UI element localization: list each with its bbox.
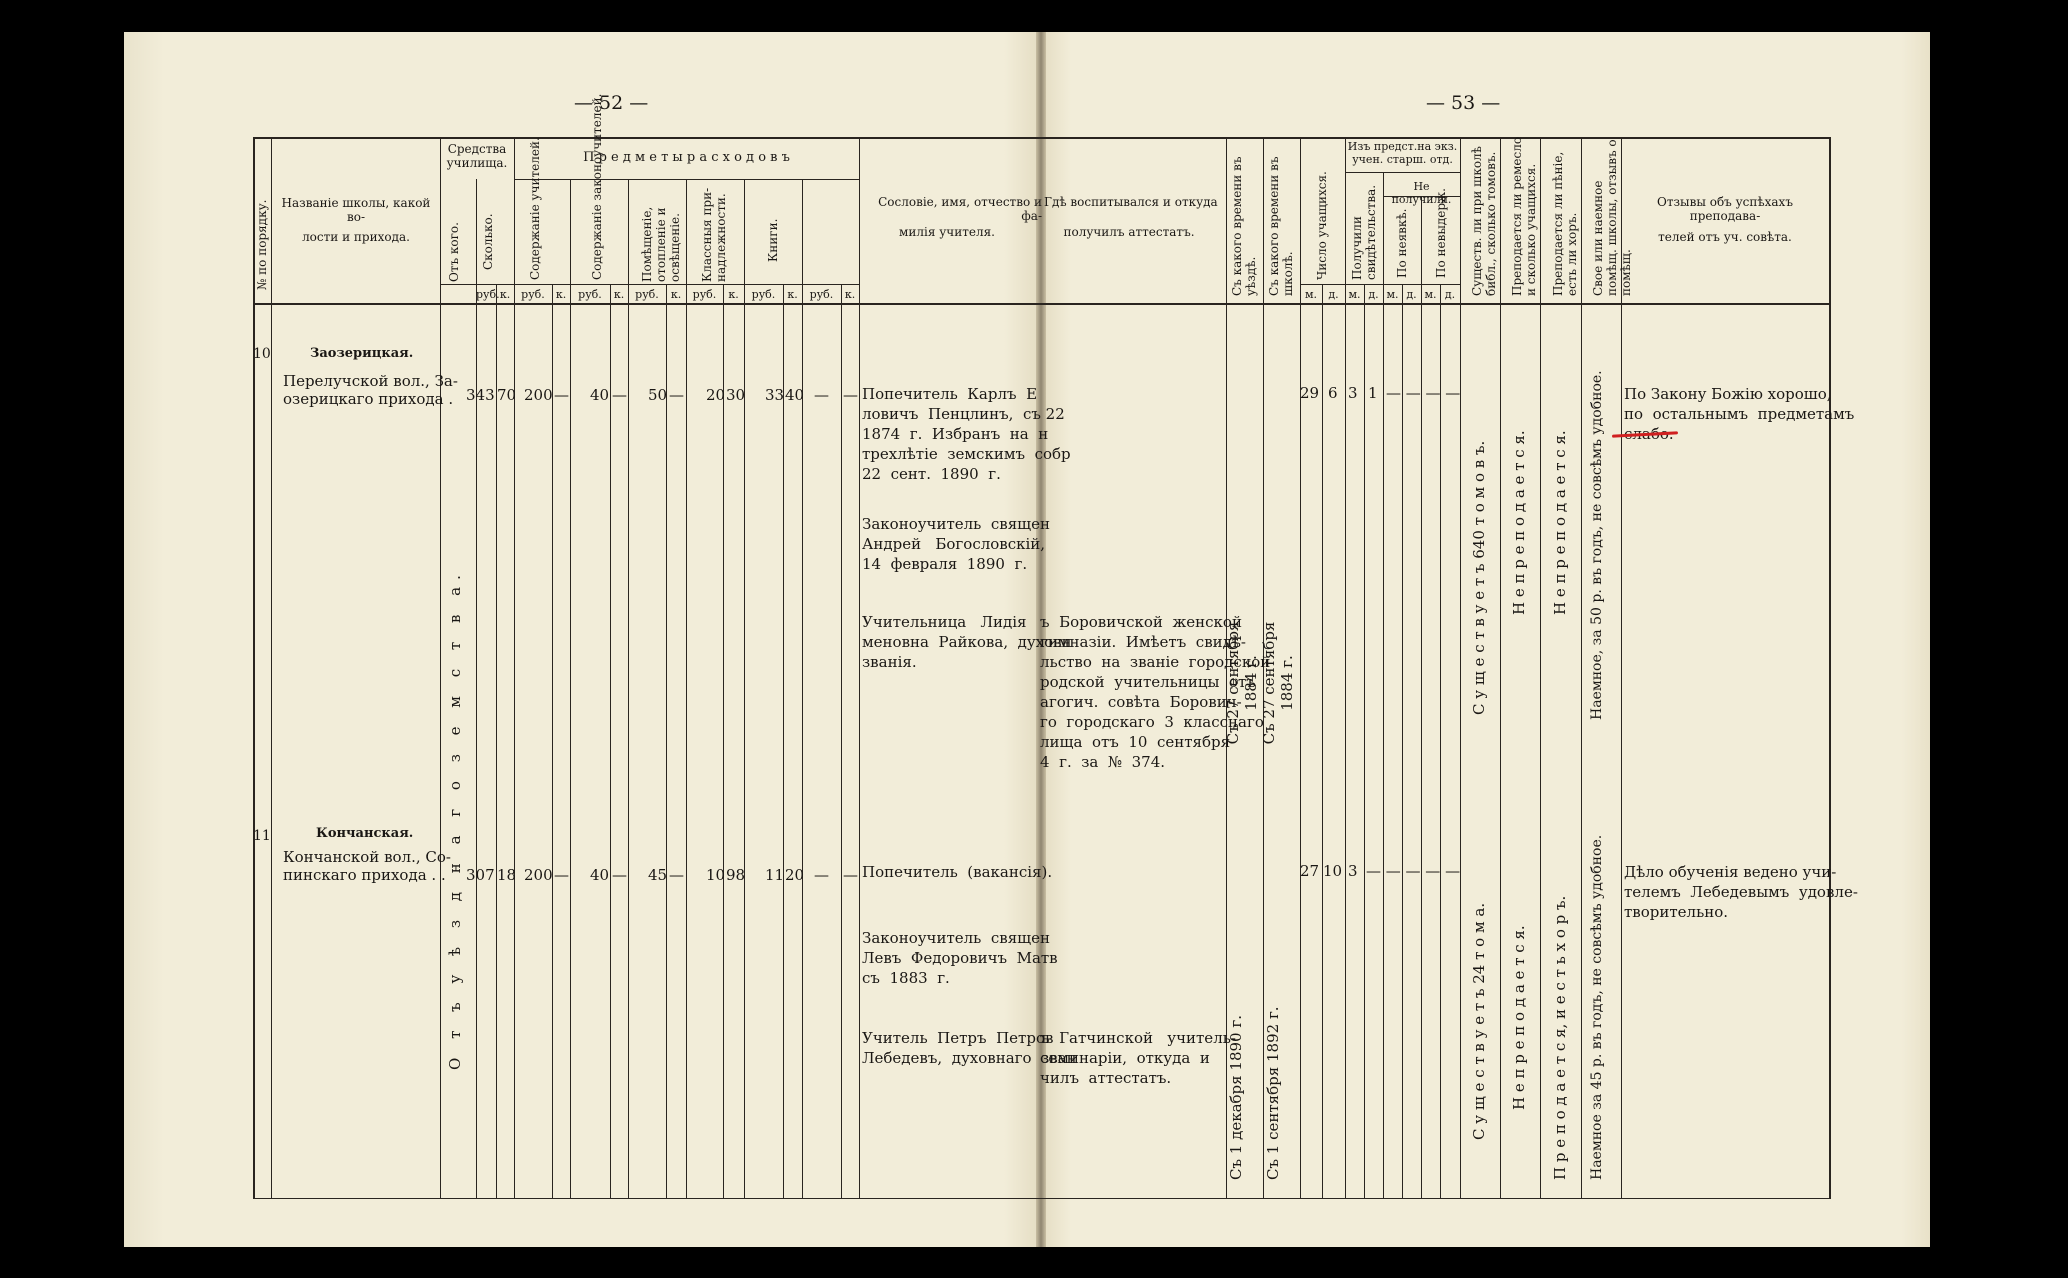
students-m: 29 <box>1300 384 1320 402</box>
header-funds-from: Отъ кого. <box>447 222 461 282</box>
col-line <box>1402 284 1403 1198</box>
school-name: Кончанская. <box>316 826 414 841</box>
students-d: 6 <box>1328 384 1338 402</box>
unit-kop: к. <box>499 288 511 301</box>
header-exam-failed: По невыдерж. <box>1434 188 1448 278</box>
col-line <box>570 179 571 1198</box>
law-rub: 40 <box>590 386 610 404</box>
unit-m: м. <box>1424 288 1437 301</box>
col-line <box>1581 137 1582 1199</box>
books-rub: 33 <box>765 386 785 404</box>
header-exp-law-teacher: Содержаніе законоучителей. <box>590 93 604 280</box>
col-line <box>859 137 860 1199</box>
col-line <box>841 284 842 1198</box>
header-educated-a: Гдѣ воспитывался и откуда <box>1044 195 1218 209</box>
teacher-info: Учительница Лидія меновна Райкова, духовн званія. <box>862 613 1072 671</box>
funds-kop: 70 <box>497 386 517 404</box>
school-desc: пинскаго прихода . . <box>283 866 446 884</box>
other-kop: — <box>843 386 858 404</box>
exam-rest: — — — — <box>1386 384 1461 402</box>
header-exp-premises: Помѣщеніе, отопленіе и освѣщеніе. <box>640 206 682 282</box>
row-num: 10 <box>253 346 271 362</box>
unit-kop: к. <box>555 288 567 301</box>
exam-received: 3 <box>1348 862 1358 880</box>
header-funds-amount: Сколько. <box>481 213 495 270</box>
library-info: С у щ е с т в у е т ъ 24 т о м а. <box>1470 902 1488 1140</box>
since-county: Съ 27 сентября 1884 г. <box>1224 621 1260 745</box>
col-line <box>476 179 477 1198</box>
col-line <box>723 284 724 1198</box>
header-exp-class: Классныя при-надлежности. <box>700 187 728 282</box>
col-line <box>271 137 272 1199</box>
teacher-info: Учитель Петръ Петров Лебедевъ, духовнаго зван <box>862 1029 1077 1067</box>
students-d: 10 <box>1323 862 1343 880</box>
law-kop: — <box>612 386 627 404</box>
library-info: С у щ е с т в у е т ъ 640 т о м о в ъ. <box>1470 440 1488 715</box>
unit-rub: руб. <box>692 288 717 301</box>
header-expenses-title: П р е д м е т ы р а с х о д о в ъ <box>583 150 790 165</box>
col-line <box>1364 284 1365 1198</box>
header-building: Свое или наемное помѣщ. школы, отзывъ о помѣщ. <box>1591 139 1633 296</box>
unit-d: д. <box>1406 288 1417 301</box>
building-info: Наемное, за 50 р. въ годъ, не совсѣмъ удобное. <box>1589 370 1605 720</box>
header-exp-books: Книги. <box>766 218 780 262</box>
col-line <box>1621 137 1622 1199</box>
unit-rub: руб. <box>809 288 834 301</box>
other-rub: — <box>814 866 829 884</box>
header-funds: Средства училища. <box>446 142 508 170</box>
col-line <box>1421 196 1422 1198</box>
col-line <box>253 137 255 1199</box>
school-desc: Кончанской вол., Со- <box>283 848 451 866</box>
funding-source-vertical: О т ъ у ѣ з д н а г о з е м с т в а. <box>446 568 464 1070</box>
header-since-school: Съ какого времени въ школѣ. <box>1267 156 1295 296</box>
law-rub: 40 <box>590 866 610 884</box>
unit-d: д. <box>1368 288 1379 301</box>
crafts-info: Н е п р е п о д а е т с я. <box>1510 430 1528 615</box>
header-singing: Преподается ли пѣніе, есть ли хоръ. <box>1551 151 1579 296</box>
col-line <box>666 284 667 1198</box>
funds-kop: 18 <box>497 866 517 884</box>
unit-kop: к. <box>613 288 625 301</box>
funds-rub: 307 <box>466 866 495 884</box>
header-exam-received: Получили свидѣтельства. <box>1350 184 1378 280</box>
header-library: Существ. ли при школѣ библ., сколько томовъ. <box>1470 146 1498 296</box>
header-bottom-border <box>253 303 1829 305</box>
class-kop: 30 <box>726 386 746 404</box>
header-teacher-info-b: милія учителя. <box>899 225 995 239</box>
school-desc: озерицкаго прихода . <box>283 390 454 408</box>
teachers-kop: — <box>554 386 569 404</box>
unit-d: д. <box>1444 288 1456 301</box>
unit-kop: к. <box>787 288 798 301</box>
header-num: № по порядку. <box>255 199 269 290</box>
header-teacher-info-a: Сословіе, имя, отчество и фа- <box>878 195 1042 223</box>
teachers-rub: 200 <box>524 866 553 884</box>
col-line <box>1440 284 1441 1198</box>
header-exp-teachers: Содержаніе учителей. <box>528 137 542 280</box>
row-num: 11 <box>253 828 271 844</box>
units-divider-right <box>1300 284 1460 285</box>
col-line <box>440 137 441 1199</box>
premises-kop: — <box>669 866 684 884</box>
books-rub: 11 <box>765 866 785 884</box>
left-page-number: — 52 — <box>574 92 649 114</box>
teacher-education: ъ Гатчинской учитель- семинаріи, откуда и чилъ аттестатъ. <box>1040 1029 1236 1087</box>
col-line <box>1460 137 1461 1199</box>
review: Дѣло обученія ведено учи- телемъ Лебедевымъ удовле- творительно. <box>1624 863 1858 921</box>
header-exam-title: Изъ предст.на экз. учен. старш. отд. <box>1347 140 1458 166</box>
col-line <box>628 179 629 1198</box>
header-crafts: Преподается ли ремесло и сколько учащихся. <box>1510 136 1538 296</box>
law-kop: — <box>612 866 627 884</box>
books-kop: 40 <box>785 386 805 404</box>
teacher-education: ъ Боровичской женской гимназіи. Имѣетъ свидѣ- льство на званіе городской родской учительницы отъ агогич. совѣта Борович- го городскаго 3 класснаго лища отъ 10 сентября 4 г. за № 374. <box>1040 613 1271 771</box>
school-name: Заозерицкая. <box>310 346 414 361</box>
col-line <box>1540 137 1541 1199</box>
col-line <box>1383 172 1384 1198</box>
unit-m: м. <box>1304 288 1318 301</box>
col-line <box>783 284 784 1198</box>
units-divider <box>440 284 860 285</box>
unit-d: д. <box>1328 288 1339 301</box>
header-exam-not: Не получили. <box>1391 180 1452 206</box>
teachers-kop: — <box>554 866 569 884</box>
class-rub: 20 <box>706 386 726 404</box>
col-line <box>744 179 745 1198</box>
unit-rub: руб. <box>476 288 500 301</box>
col-line <box>552 284 553 1198</box>
law-teacher-info: Законоучитель священ Андрей Богословскій, 14 февраля 1890 г. <box>862 515 1050 573</box>
header-exam-absent: По неявкѣ. <box>1395 208 1409 278</box>
building-info: Наемное за 45 р. въ годъ, не совсѣмъ удобное. <box>1589 834 1605 1180</box>
header-students: Число учащихся. <box>1315 171 1329 280</box>
since-county: Съ 1 декабря 1890 г. <box>1227 1015 1245 1180</box>
unit-m: м. <box>1386 288 1399 301</box>
exam-header-divider <box>1345 172 1460 173</box>
right-page-number: — 53 — <box>1426 92 1501 114</box>
table-bottom-border <box>253 1198 1829 1199</box>
header-school-name: Названіе школы, какой во- <box>281 196 431 224</box>
premises-rub: 45 <box>648 866 668 884</box>
premises-rub: 50 <box>648 386 668 404</box>
crafts-info: Н е п р е п о д а е т с я. <box>1510 925 1528 1110</box>
unit-rub: руб. <box>521 288 545 301</box>
books-kop: 20 <box>785 866 805 884</box>
unit-rub: руб. <box>751 288 776 301</box>
col-line <box>1829 137 1831 1199</box>
exam-received: 3 <box>1348 384 1358 402</box>
col-line <box>610 284 611 1198</box>
class-rub: 10 <box>706 866 726 884</box>
col-line <box>1500 137 1501 1199</box>
col-line <box>496 284 497 1198</box>
unit-kop: к. <box>728 288 739 301</box>
trustee-info: Попечитель Карлъ Е ловичъ Пенцлинъ, съ 22 1874 г. Избранъ на н трехлѣтіе земскимъ собр 22 сент. 1890 г. <box>862 385 1071 483</box>
header-school-name-2: лости и прихода. <box>302 230 410 244</box>
since-school: Съ 27 сентября 1884 г. <box>1260 621 1296 745</box>
unit-m: м. <box>1348 288 1361 301</box>
header-reviews-a: Отзывы объ успѣхахъ преподава- <box>1657 195 1793 223</box>
header-since-county: Съ какого времени въ уѣздѣ. <box>1230 156 1258 296</box>
teachers-rub: 200 <box>524 386 553 404</box>
unit-rub: руб. <box>635 288 659 301</box>
unit-kop: к. <box>670 288 682 301</box>
header-educated-b: получилъ аттестатъ. <box>1063 225 1195 239</box>
unit-rub: руб. <box>578 288 602 301</box>
review: По Закону Божію хорошо, по остальнымъ предметамъ <box>1624 385 1855 423</box>
singing-info: Н е п р е п о д а е т с я. <box>1551 430 1569 615</box>
since-school: Съ 1 сентября 1892 г. <box>1264 1006 1282 1180</box>
singing-info: П р е п о д а е т с я, и е с т ь х о р ъ. <box>1551 895 1569 1180</box>
school-desc: Перелучской вол., За- <box>283 372 458 390</box>
law-teacher-info: Законоучитель священ Левъ Федоровичъ Матв съ 1883 г. <box>862 929 1058 987</box>
funds-rub: 343 <box>466 386 495 404</box>
col-line <box>802 179 803 1198</box>
header-reviews-b: телей отъ уч. совѣта. <box>1658 230 1792 244</box>
other-rub: — <box>814 386 829 404</box>
premises-kop: — <box>669 386 684 404</box>
students-m: 27 <box>1300 862 1320 880</box>
class-kop: 98 <box>726 866 746 884</box>
col-line <box>686 179 687 1198</box>
exam-rest: — — — — — <box>1366 862 1461 880</box>
trustee-info: Попечитель (вакансія). <box>862 863 1053 881</box>
exam-received-d: 1 <box>1368 384 1378 402</box>
col-line <box>1322 284 1323 1198</box>
other-kop: — <box>843 866 858 884</box>
unit-kop: к. <box>844 288 856 301</box>
